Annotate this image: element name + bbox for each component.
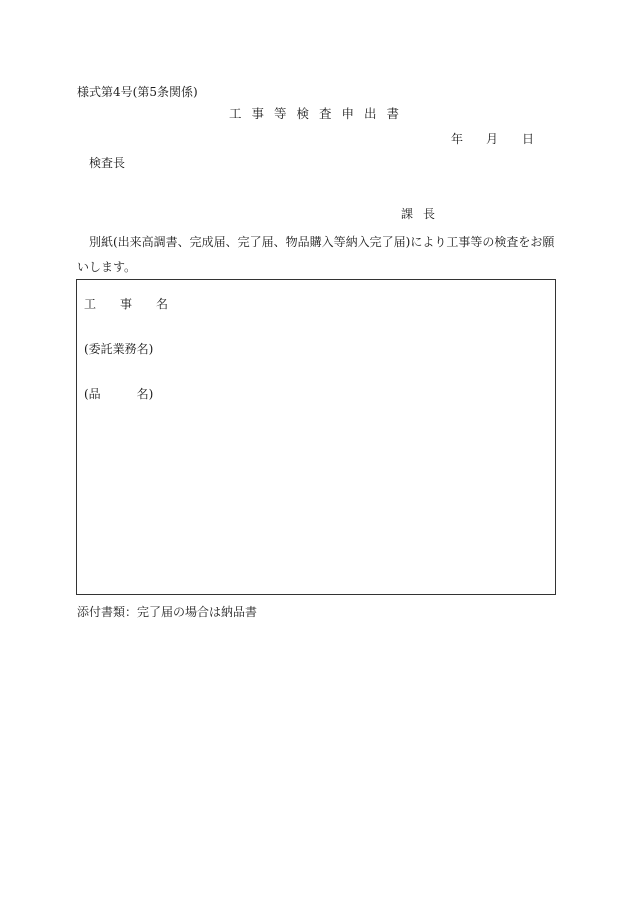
document-title: 工事等検査申出書: [229, 106, 410, 121]
date-day-label: 日: [522, 132, 535, 146]
date-year-label: 年: [451, 132, 464, 146]
recipient-title: 検査長: [89, 156, 126, 170]
sender-title: 課長: [401, 207, 446, 221]
item-name-label: (品 名): [84, 387, 154, 401]
date-month-label: 月: [486, 132, 499, 146]
detail-box: [76, 279, 556, 595]
request-paragraph: 別紙(出来高調書、完成届、完了届、物品購入等納入完了届)により工事等の検査をお願いします。: [77, 235, 555, 274]
attachment-note: 添付書類：完了届の場合は納品書: [77, 605, 258, 619]
consignment-name-label: (委託業務名): [84, 342, 154, 356]
construction-name-label: 工 事 名: [84, 297, 169, 311]
form-number: 様式第4号(第5条関係): [77, 85, 198, 99]
